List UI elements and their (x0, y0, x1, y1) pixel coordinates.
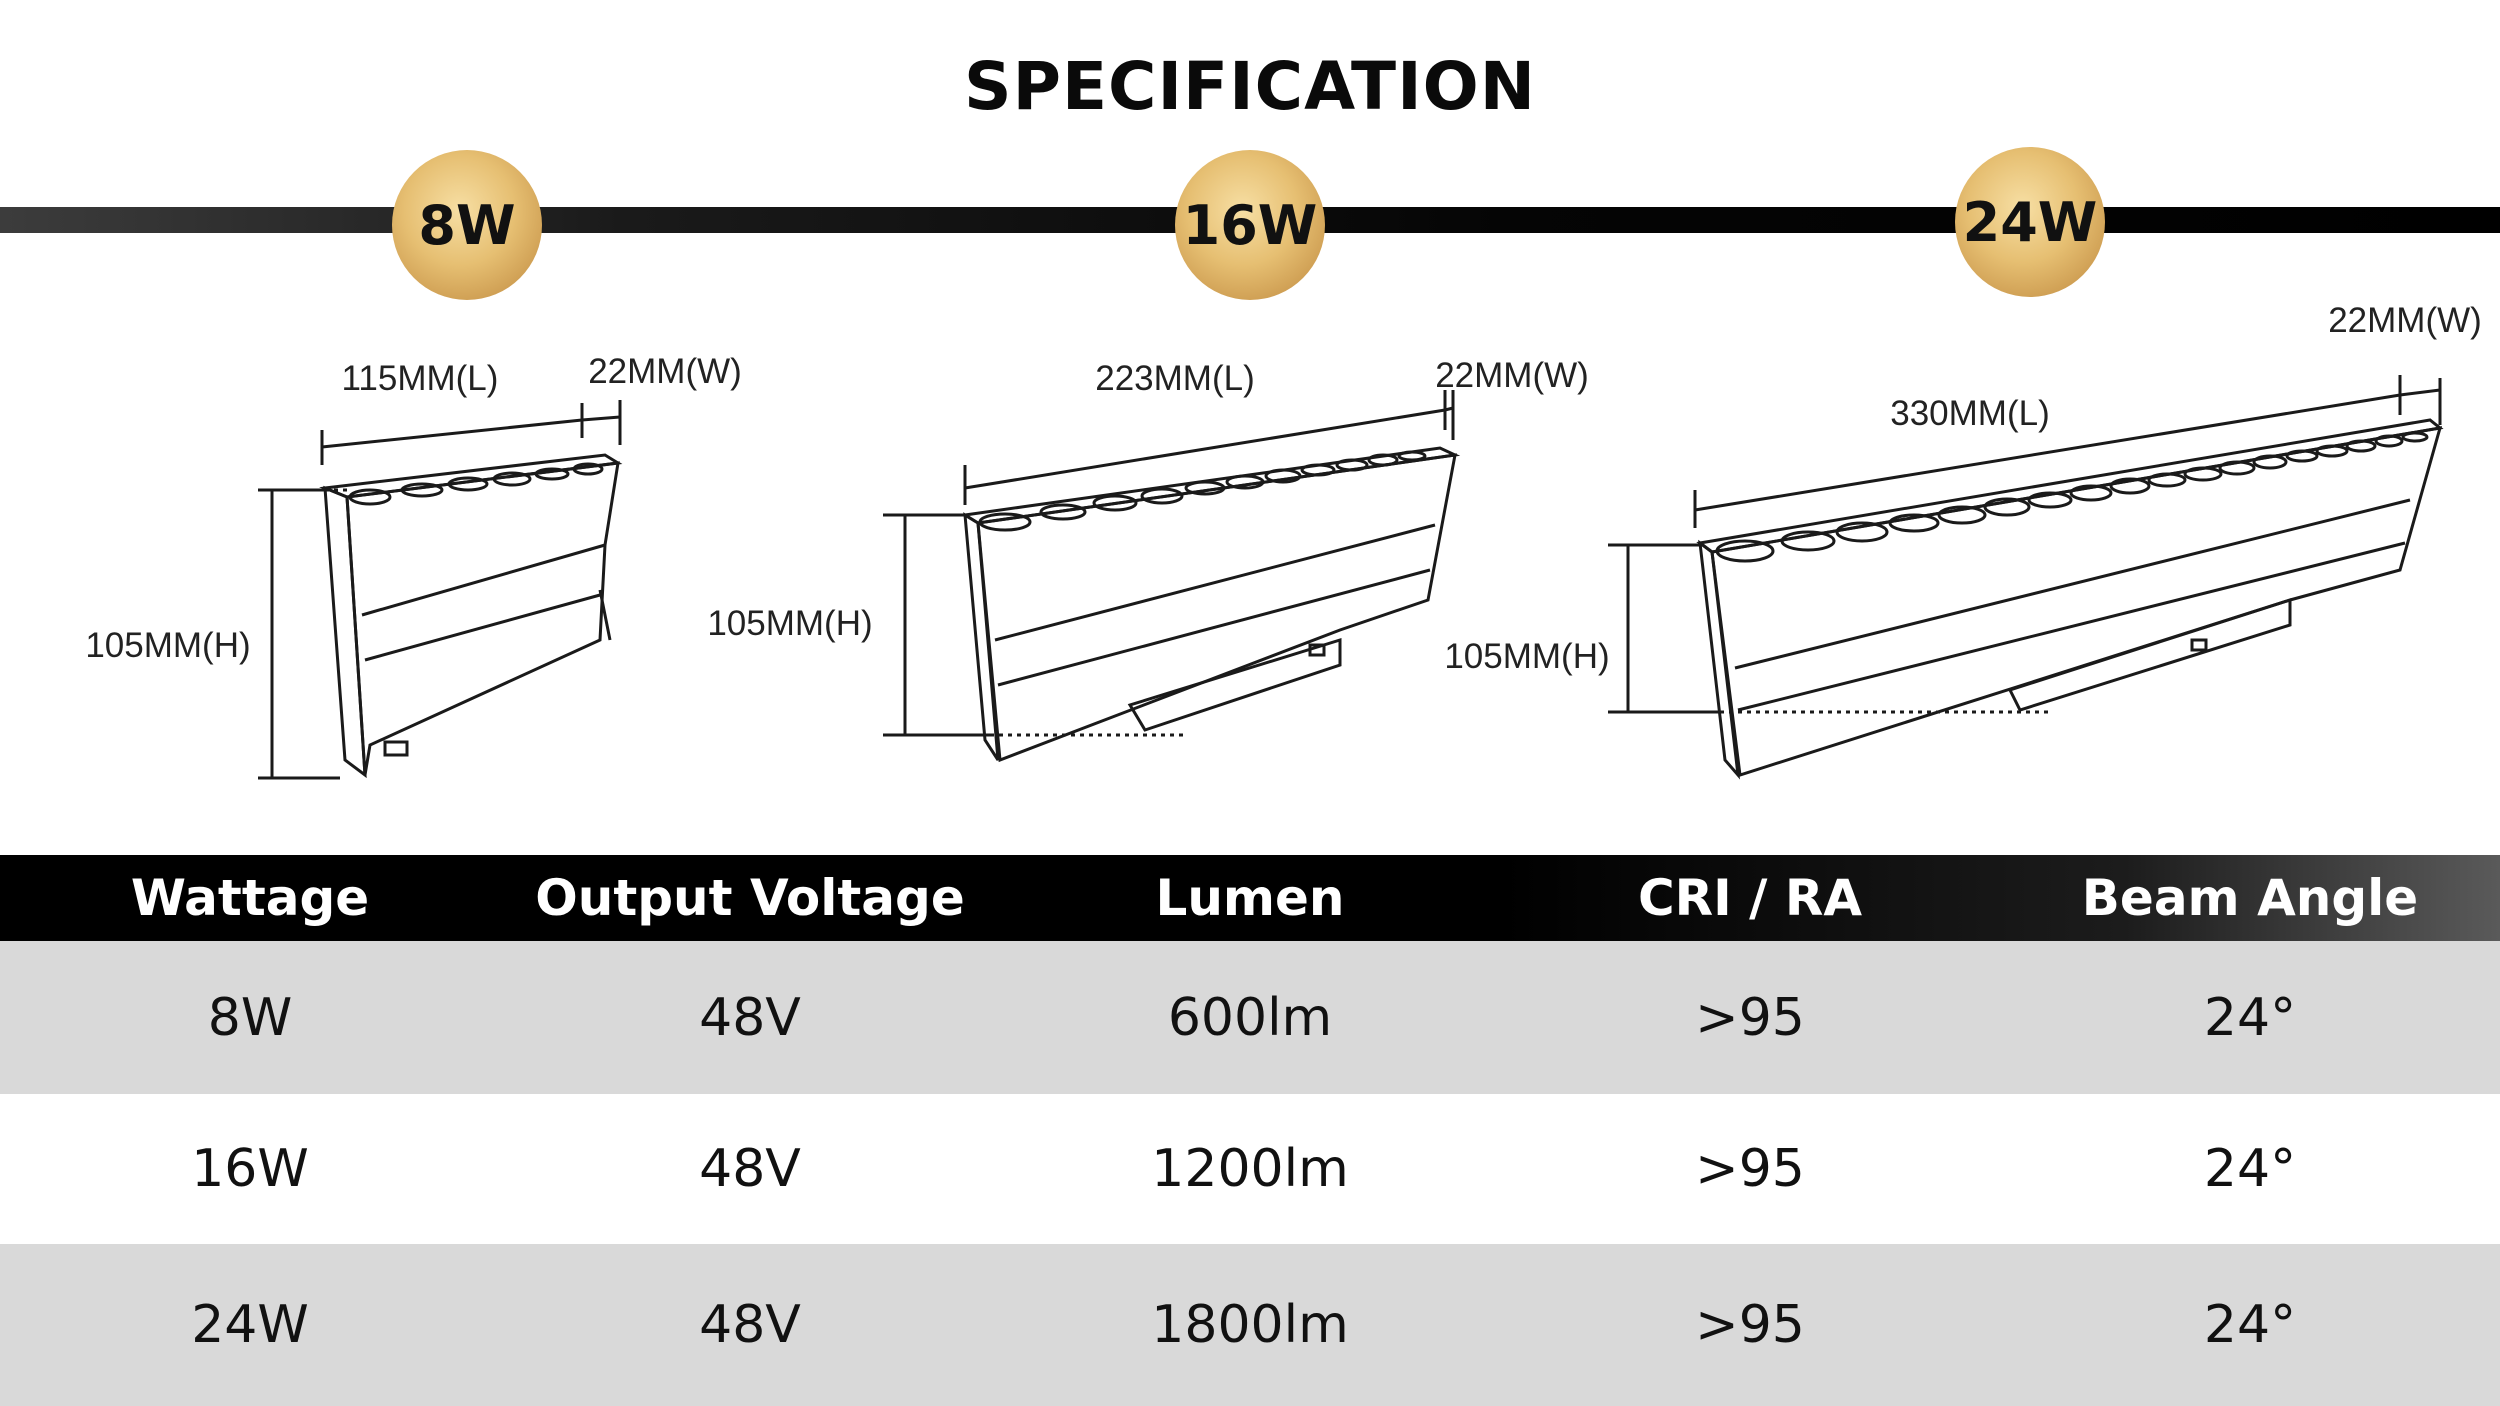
header-cri-ra: CRI / RA (1637, 869, 1863, 927)
header-lumen: Lumen (1155, 869, 1345, 927)
cell-cri: >95 (1695, 987, 1805, 1048)
product-16w-drawing (883, 390, 1455, 760)
p1-height-label: 105MM(H) (85, 626, 251, 665)
header-wattage: Wattage (130, 869, 370, 927)
badge-24w: 24W (1955, 147, 2105, 297)
cell-beam-angle: 24° (2203, 1139, 2297, 1199)
header-beam-angle: Beam Angle (2081, 869, 2419, 927)
cell-beam-angle: 24° (2203, 987, 2297, 1048)
cell-lumen: 600lm (1167, 987, 1333, 1048)
cell-wattage: 24W (191, 1295, 309, 1355)
cell-cri: >95 (1695, 1295, 1805, 1355)
badge-16w: 16W (1175, 150, 1325, 300)
p3-width-label: 22MM(W) (2328, 301, 2482, 340)
cell-wattage: 16W (191, 1139, 309, 1199)
p3-height-label: 105MM(H) (1444, 637, 1610, 676)
page-title: SPECIFICATION (964, 48, 1536, 125)
table-header (0, 855, 2500, 941)
cell-wattage: 8W (207, 987, 293, 1048)
cell-voltage: 48V (699, 1295, 801, 1355)
spec-table (0, 855, 2500, 1406)
p2-length-label: 223MM(L) (1095, 359, 1255, 398)
p1-length-label: 115MM(L) (341, 359, 499, 398)
p3-length-label: 330MM(L) (1890, 394, 2050, 433)
p1-width-label: 22MM(W) (588, 352, 742, 391)
table-row (0, 1094, 2500, 1244)
cell-cri: >95 (1695, 1139, 1805, 1199)
table-row (0, 941, 2500, 1094)
p2-height-label: 105MM(H) (707, 604, 873, 643)
cell-voltage: 48V (699, 987, 801, 1048)
p2-width-label: 22MM(W) (1435, 356, 1589, 395)
product-8w-drawing (258, 400, 620, 778)
table-row (0, 1244, 2500, 1406)
header-output-voltage: Output Voltage (535, 869, 965, 927)
product-24w-drawing (1608, 375, 2440, 775)
cell-lumen: 1800lm (1151, 1295, 1349, 1355)
cell-voltage: 48V (699, 1139, 801, 1199)
cell-beam-angle: 24° (2203, 1295, 2297, 1355)
cell-lumen: 1200lm (1151, 1139, 1349, 1199)
badge-8w: 8W (392, 150, 542, 300)
